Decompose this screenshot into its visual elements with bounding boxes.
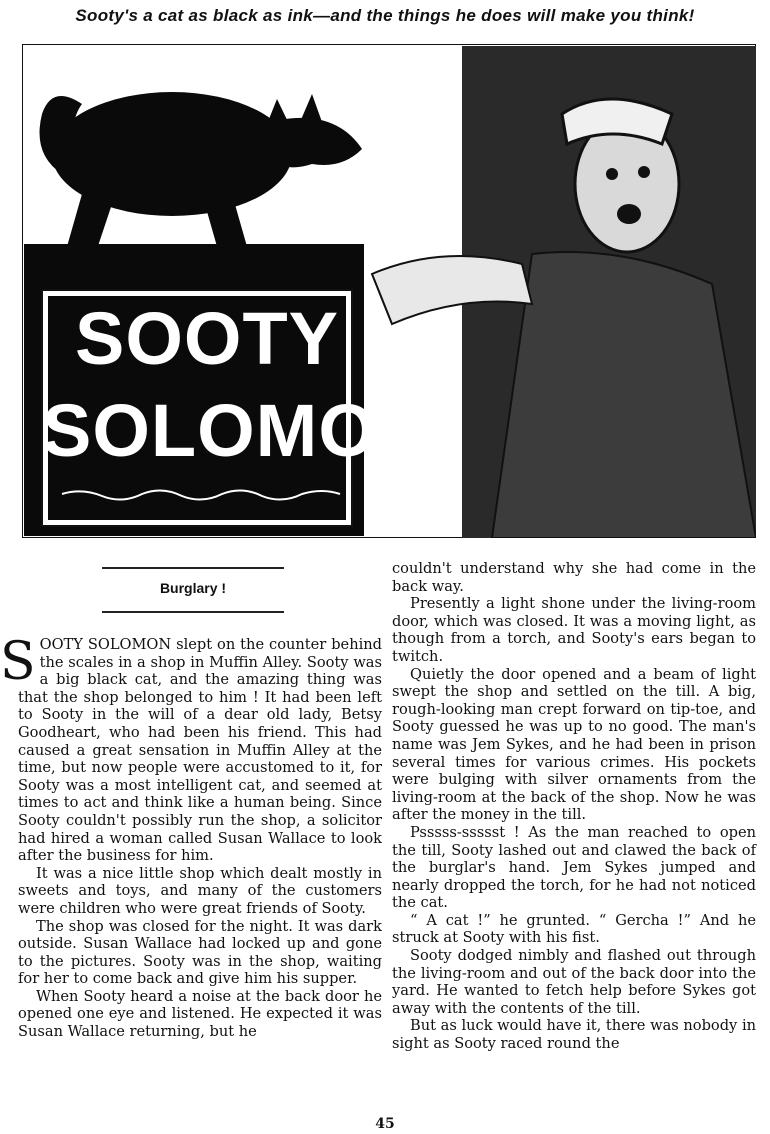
drop-cap: S (0, 632, 36, 692)
text-column-right (392, 560, 756, 1053)
paragraph: The shop was closed for the night. It was dark outside. Susan Wallace had locked up and gone to the pictures. Sooty was in the shop, waiting for her to come back and give him his supper. (18, 917, 382, 988)
title-block (42, 290, 432, 530)
paragraph: “ A cat !” he grunted. “ Gercha !” And he struck at Sooty with his fist. (392, 911, 756, 947)
page-number: 45 (375, 1116, 395, 1132)
paragraph: Presently a light shone under the living-room door, which was closed. It was a moving light, as though from a torch, and Sooty's ears began to twitch. (392, 595, 756, 665)
title-line-2: SOLOMON (42, 389, 432, 472)
paragraph: Sooty dodged nimbly and flashed out through the living-room and out of the back door into the yard. He wanted to fetch help before Sykes got away with the contents of the till. (392, 947, 756, 1017)
paragraph: Psssss-ssssst ! As the man reached to open the till, Sooty lashed out and clawed the back of the burglar's hand. Jem Sykes jumped and nearly dropped the torch, for he had not noticed the cat. (392, 823, 756, 912)
section-heading-block (102, 565, 284, 615)
heading-rule-top (102, 567, 284, 569)
tagline: Sooty's a cat as black as ink—and the things he does will make you think! (75, 6, 695, 25)
paragraph: But as luck would have it, there was nobody in sight as Sooty raced round the (392, 1017, 757, 1053)
paragraph: It was a nice little shop which dealt mostly in sweets and toys, and many of the customers were children who were great friends of Sooty. (18, 864, 382, 917)
paragraph-text: OOTY SOLOMON slept on the counter behind the scales in a shop in Muffin Alley. Sooty was a big black cat, and the amazing thing was that the shop belonged to him ! It had been left to Sooty in the will of a dear old lady, Betsy Goodheart, who had been his friend. This had caused a great sensation in Muffin Alley at the time, but now people were accustomed to it, for Sooty was a most intelligent cat, and seemed at times to act and think like a human being. Since Sooty couldn't possibly run the shop, a solicitor had hired a woman called Susan Wallace to look after the business for him. (18, 636, 382, 865)
paragraph: When Sooty heard a noise at the back door he opened one eye and listened. He expected it was Susan Wallace returning, but he (18, 987, 382, 1041)
heading-rule-bottom (102, 611, 284, 613)
text-column-left (0, 632, 382, 1041)
title-line-1: SOOTY (74, 297, 340, 380)
paragraph (0, 632, 382, 865)
paragraph: Quietly the door opened and a beam of light swept the shop and settled on the till. A big, rough-looking man crept forward on tip-toe, and Sooty guessed he was up to no good. The man's name was Jem Sykes, and he had been in prison several times for various crimes. His pockets were bulging with silver ornaments from the living-room at the back of the shop. Now he was after the money in the till. (392, 665, 756, 824)
paragraph: couldn't understand why she had come in the back way. (392, 560, 756, 595)
section-heading: Burglary ! (159, 580, 227, 596)
